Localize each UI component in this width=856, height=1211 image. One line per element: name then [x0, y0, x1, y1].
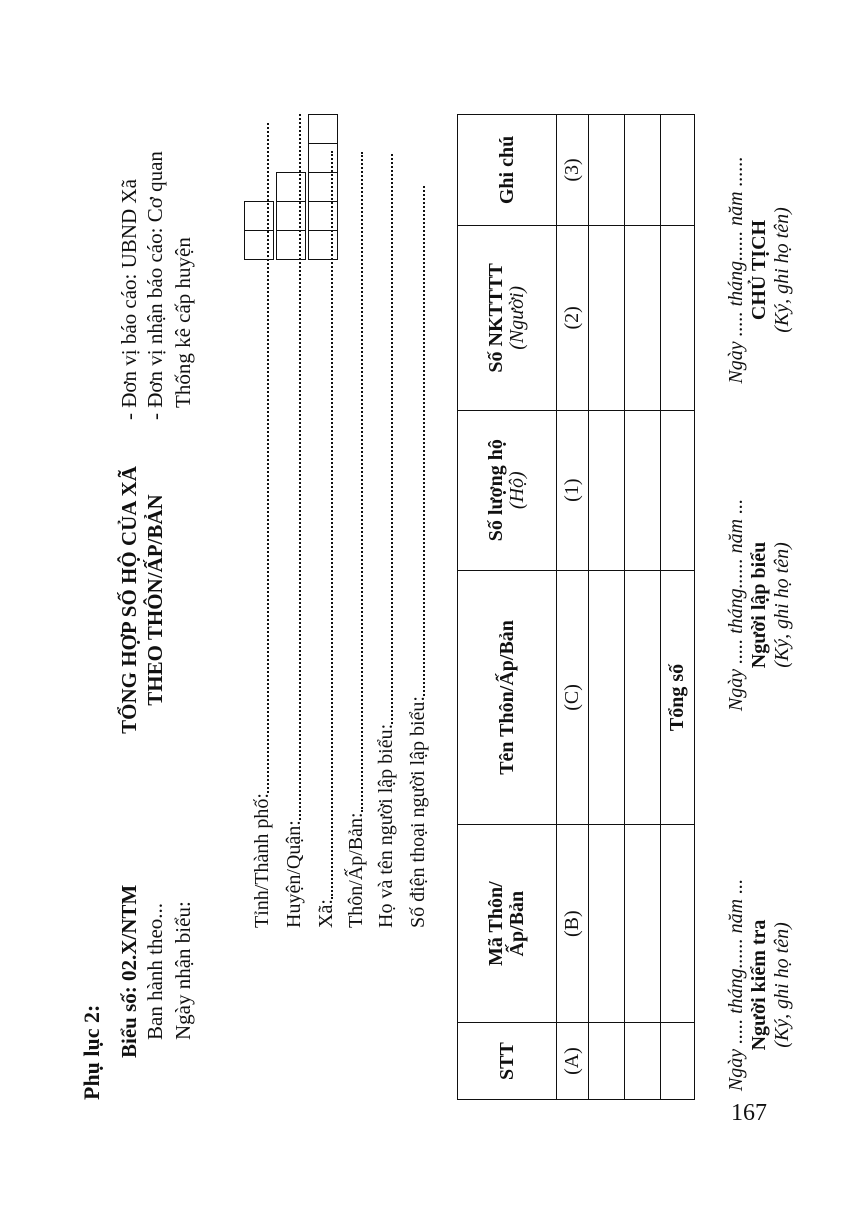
table-cell[interactable] [589, 570, 625, 825]
header-so-ho-unit: (Hộ) [506, 471, 528, 510]
info-label: Họ và tên người lập biểu: [375, 723, 397, 928]
page-number: 167 [731, 1100, 767, 1126]
table-cell[interactable] [661, 115, 695, 226]
district-code-boxes [276, 172, 306, 259]
signature-date: Ngày ..... tháng...... năm ... [725, 498, 747, 712]
index-cell: (3) [557, 115, 589, 226]
table-header-row [458, 115, 557, 1100]
header-so-ho-label: Số lượng hộ [485, 439, 507, 542]
signature-title: Người kiểm tra [748, 919, 770, 1051]
info-label: Số điện thoại người lập biểu: [407, 696, 429, 928]
header-ten-thon: Tên Thôn/Ấp/Bản [458, 570, 557, 825]
header-ghi-chu: Ghi chú [458, 115, 557, 226]
signature-note: (Ký, ghi họ tên) [771, 542, 793, 668]
table-cell[interactable] [625, 1023, 661, 1100]
table-cell[interactable] [625, 115, 661, 226]
receive-unit-line2: Thống kê cấp huyện [171, 237, 195, 408]
header-ma-thon [458, 825, 557, 1023]
header-ma-thon-line1: Mã Thôn/ [485, 881, 507, 967]
code-box [276, 172, 306, 202]
info-line-commune [316, 151, 337, 928]
info-line-preparer [376, 154, 397, 928]
info-label: Tỉnh/Thành phố: [251, 793, 273, 928]
signature-note: (Ký, ghi họ tên) [771, 207, 793, 333]
table-cell[interactable] [589, 225, 625, 410]
received-date: Ngày nhận biểu: [171, 901, 195, 1040]
table-cell[interactable] [625, 570, 661, 825]
info-line-phone [408, 186, 429, 928]
signature-checker [725, 870, 794, 1100]
dotted-leader [423, 186, 425, 696]
table-cell[interactable] [589, 410, 625, 570]
signature-note: (Ký, ghi họ tên) [771, 922, 793, 1048]
table-cell[interactable] [661, 410, 695, 570]
table-row [625, 115, 661, 1100]
info-label: Xã: [315, 899, 337, 928]
household-summary-table [457, 114, 695, 1100]
form-title-line1: TỔNG HỢP SỐ HỘ CỦA XÃ [117, 466, 141, 734]
code-box [308, 172, 338, 202]
form-number: Biểu số: 02.X/NTM [117, 884, 141, 1058]
code-box [308, 143, 338, 173]
code-box [308, 230, 338, 260]
dotted-leader [391, 154, 393, 724]
header-ma-thon-line2: Ấp/Bản [506, 890, 528, 957]
province-code-boxes [244, 201, 274, 259]
signature-chairman [725, 130, 794, 410]
index-cell: (A) [557, 1023, 589, 1100]
header-so-nk [458, 225, 557, 410]
signature-maker [725, 490, 794, 720]
table-index-row [557, 115, 589, 1100]
appendix-label: Phụ lục 2: [79, 1004, 104, 1100]
rotated-form [79, 80, 793, 1100]
table-total-row [661, 115, 695, 1100]
signature-date: Ngày ..... tháng...... năm ...... [725, 156, 747, 384]
form-title-line2: THEO THÔN/ẤP/BẢN [143, 494, 167, 706]
header-so-ho [458, 410, 557, 570]
code-box [276, 201, 306, 231]
table-cell [661, 1023, 695, 1100]
table-cell [661, 825, 695, 1023]
code-box [308, 114, 338, 144]
table-row [589, 115, 625, 1100]
signature-title: CHỦ TỊCH [748, 219, 770, 321]
report-unit: - Đơn vị báo cáo: UBND Xã [117, 179, 141, 420]
commune-code-boxes [308, 114, 338, 259]
header-stt: STT [458, 1023, 557, 1100]
header-so-nk-unit: (Người) [506, 285, 528, 350]
table-cell[interactable] [589, 825, 625, 1023]
header-so-nk-label: Số NKTTTT [485, 263, 507, 373]
table-cell[interactable] [661, 225, 695, 410]
info-line-village [346, 152, 367, 928]
table-cell[interactable] [625, 825, 661, 1023]
total-label: Tổng số [661, 570, 695, 825]
index-cell: (2) [557, 225, 589, 410]
dotted-leader [361, 152, 363, 812]
dotted-leader [331, 151, 333, 899]
signature-date: Ngày ..... tháng...... năm ... [725, 878, 747, 1092]
index-cell: (C) [557, 570, 589, 825]
receive-unit: - Đơn vị nhận báo cáo: Cơ quan [143, 151, 167, 420]
table-cell[interactable] [589, 1023, 625, 1100]
index-cell: (B) [557, 825, 589, 1023]
info-label: Huyện/Quận: [283, 820, 305, 928]
code-box [244, 201, 274, 231]
code-box [276, 230, 306, 260]
code-box [244, 230, 274, 260]
info-label: Thôn/Ấp/Bản: [345, 812, 367, 928]
signature-title: Người lập biểu [748, 541, 770, 669]
table-cell[interactable] [625, 225, 661, 410]
code-box [308, 201, 338, 231]
table-cell[interactable] [625, 410, 661, 570]
issued-by: Ban hành theo... [143, 902, 167, 1040]
index-cell: (1) [557, 410, 589, 570]
table-cell[interactable] [589, 115, 625, 226]
